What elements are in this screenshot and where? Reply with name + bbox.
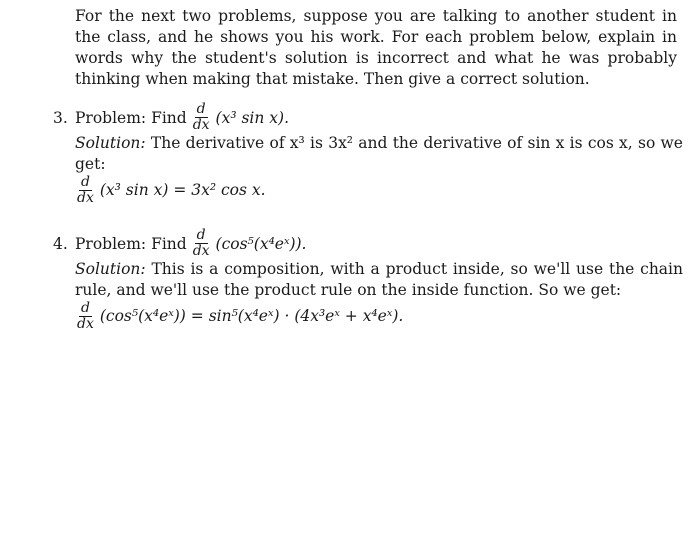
- derivative-operator: [75, 175, 96, 206]
- problem-4: [53, 228, 683, 332]
- solution-label: Solution:: [75, 260, 146, 278]
- derivative-numerator: d: [196, 101, 206, 117]
- derivative-numerator: d: [196, 227, 206, 243]
- derivative-operator: [191, 228, 212, 259]
- problem-statement: [53, 102, 683, 133]
- problem-prompt: Problem: Find: [75, 234, 187, 253]
- derivative-operator: [191, 102, 212, 133]
- equation-text: (x³ sin x) = 3x² cos x.: [99, 181, 266, 199]
- solution-body: This is a composition, with a product inside, so we'll use the chain rule, and we'll use the product rule on the inside function. So we get:: [75, 260, 683, 299]
- equation-text: (cos⁵(x⁴eˣ)) = sin⁵(x⁴eˣ) · (4x³eˣ + x⁴eˣ).: [99, 307, 404, 325]
- solution-block: [75, 133, 683, 206]
- derivative-numerator: d: [80, 300, 90, 316]
- problem-3: [53, 102, 683, 206]
- solution-equation: [71, 301, 683, 332]
- derivative-denominator: dx: [192, 117, 210, 133]
- problem-number: 3.: [53, 108, 68, 127]
- derivative-denominator: dx: [77, 316, 94, 332]
- derivative-denominator: dx: [192, 243, 210, 259]
- derivative-numerator: d: [80, 174, 90, 190]
- solution-block: [75, 259, 683, 332]
- intro-paragraph: For the next two problems, suppose you are talking to another student in the class, and he shows you his work. For each problem below, explain in words why the student's solution is incorrect and what he was probably thinking when making that mistake. Then give a correct solution.: [75, 7, 677, 88]
- solution-text: [75, 133, 683, 175]
- derivative-denominator: dx: [77, 190, 94, 206]
- problem-expression: (x³ sin x).: [215, 108, 290, 127]
- solution-label: Solution:: [75, 134, 146, 152]
- problem-prompt: Problem: Find: [75, 108, 187, 127]
- problem-expression: (cos⁵(x⁴eˣ)).: [215, 234, 307, 253]
- solution-body: The derivative of x³ is 3x² and the derivative of sin x is cos x, so we get:: [75, 134, 683, 173]
- derivative-operator: [75, 301, 96, 332]
- problem-number: 4.: [53, 234, 68, 253]
- problem-statement: [53, 228, 683, 259]
- solution-equation: [71, 175, 683, 206]
- solution-text: [75, 259, 683, 301]
